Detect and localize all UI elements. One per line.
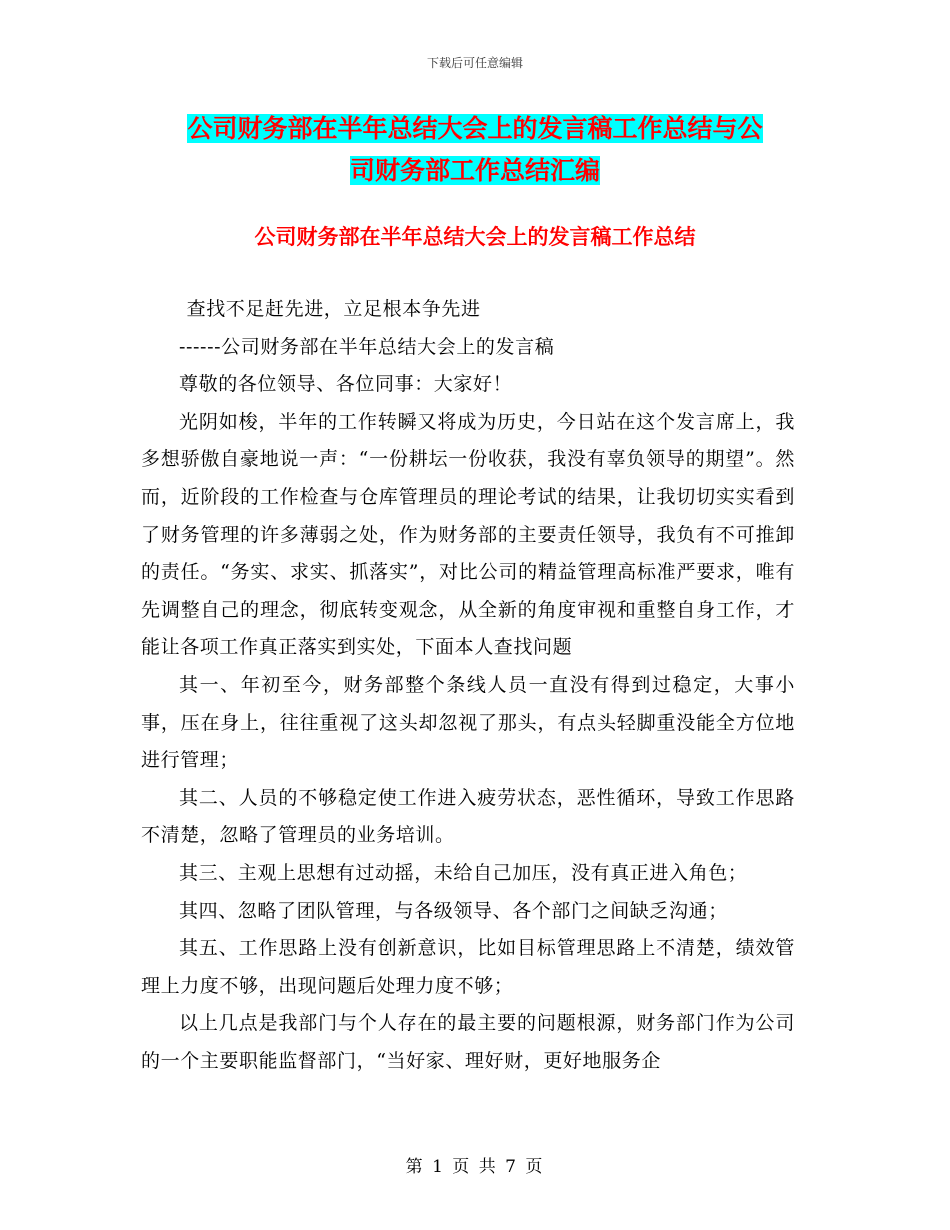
title-line-1: 公司财务部在半年总结大会上的发言稿工作总结与公 — [187, 114, 763, 143]
paragraph: 以上几点是我部门与个人存在的最主要的问题根源，财务部门作为公司的一个主要职能监督部门，“当好家、理好财，更好地服务企 — [141, 1012, 795, 1072]
header-note: 下载后可任意编辑 — [426, 56, 523, 70]
paragraph: 其五、工作思路上没有创新意识，比如目标管理思路上不清楚，绩效管理上力度不够，出现问题后处理力度不够； — [141, 937, 795, 997]
paragraph: 尊敬的各位领导、各位同事：大家好！ — [179, 373, 513, 396]
paragraph: 查找不足赶先进，立足根本争先进 — [186, 298, 481, 320]
paragraph: 其一、年初至今，财务部整个条线人员一直没有得到过稳定，大事小事，压在身上，往往重视了这头却忽视了那头，有点头轻脚重没能全方位地进行管理； — [141, 673, 795, 772]
paragraph: 其二、人员的不够稳定使工作进入疲劳状态，恶性循环，导致工作思路不清楚，忽略了管理员的业务培训。 — [141, 786, 795, 847]
paragraph: ------公司财务部在半年总结大会上的发言稿 — [179, 335, 555, 358]
document-title — [140, 108, 810, 192]
paragraph: 其四、忽略了团队管理，与各级领导、各个部门之间缺乏沟通； — [179, 899, 728, 922]
paragraph: 光阴如梭，半年的工作转瞬又将成为历史，今日站在这个发言席上，我多想骄傲自豪地说一声：“一份耕坛一份收获，我没有辜负领导的期望”。然而，近阶段的工作检查与仓库管理员的理论考试的结果，让我切切实实看到了财务管理的许多薄弱之处，作为财务部的主要责任领导，我负有不可推卸的责任。“务实、求实、抓落实”，对比公司的精益管理高标准严要求，唯有先调整自己的理念，彻底转变观念，从全新的角度审视和重整自身工作，才能让各项工作真正落实到实处，下面本人查找问题 — [141, 410, 795, 659]
title-line-2: 司财务部工作总结汇编 — [349, 156, 600, 185]
document-body — [141, 291, 795, 1080]
page-number-footer: 第 1 页 共 7 页 — [405, 1157, 545, 1177]
paragraph: 其三、主观上思想有过动摇，未给自己加压，没有真正进入角色； — [179, 861, 748, 884]
section-title: 公司财务部在半年总结大会上的发言稿工作总结 — [254, 224, 696, 249]
